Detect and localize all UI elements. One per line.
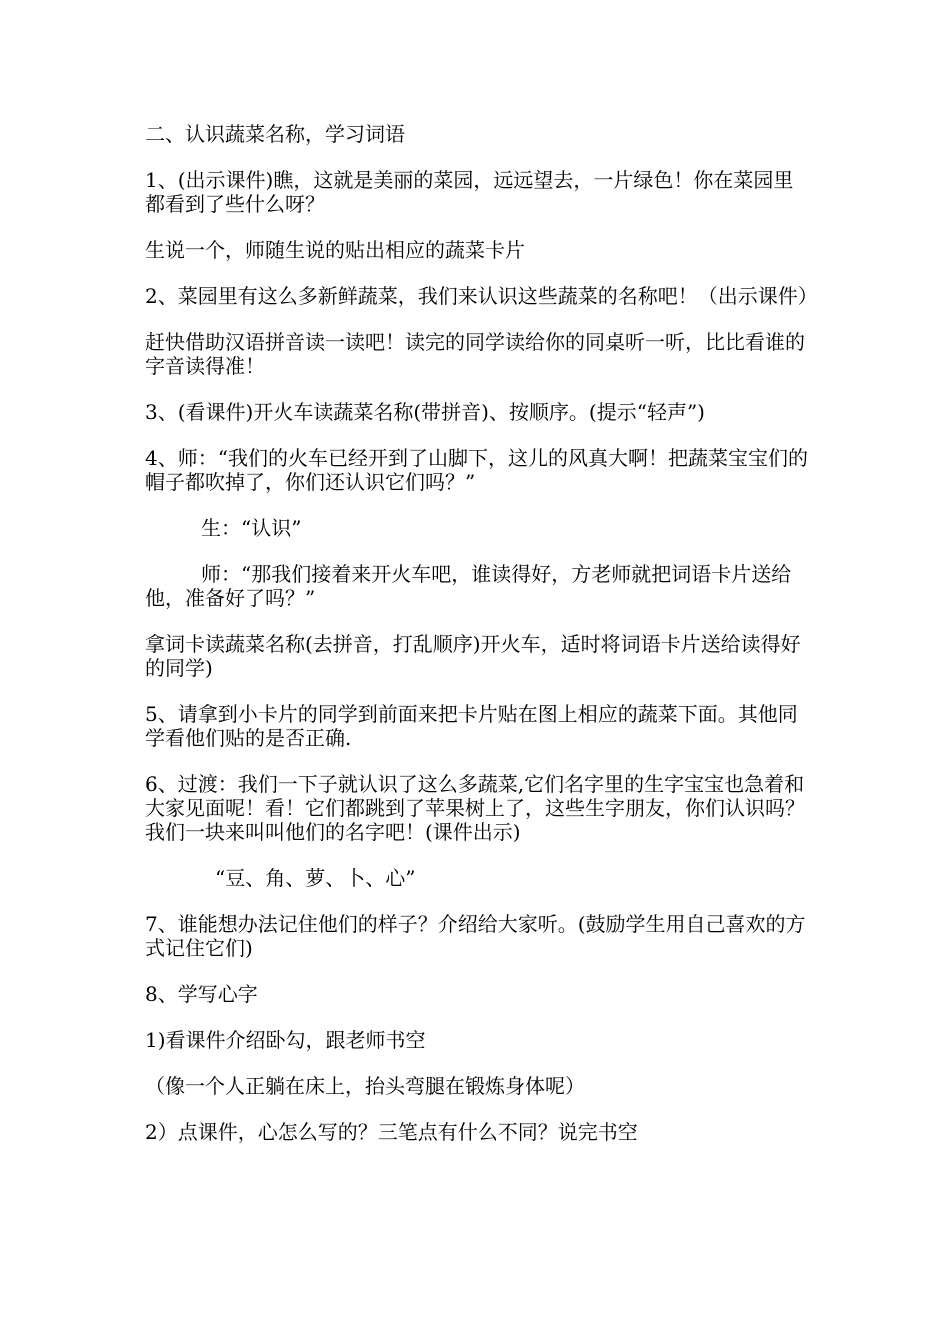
paragraph-step-7: 7、谁能想办法记住他们的样子？介绍给大家听。(鼓励学生用自己喜欢的方式记住它们) xyxy=(145,912,806,960)
document-page xyxy=(145,122,818,1166)
paragraph-substep-2: 2）点课件，心怎么写的？三笔点有什么不同？说完书空 xyxy=(145,1120,638,1144)
paragraph-student-response: 生说一个，师随生说的贴出相应的蔬菜卡片 xyxy=(145,238,525,262)
paragraph-step-5: 5、请拿到小卡片的同学到前面来把卡片贴在图上相应的蔬菜下面。其他同学看他们贴的是否正确. xyxy=(145,702,798,750)
paragraph-word-cards: 拿词卡读蔬菜名称(去拼音，打乱顺序)开火车，适时将词语卡片送给读得好的同学) xyxy=(145,632,801,680)
paragraph-step-8: 8、学写心字 xyxy=(145,982,258,1006)
paragraph-step-2: 2、菜园里有这么多新鲜蔬菜，我们来认识这些蔬菜的名称吧！（出示课件） xyxy=(145,284,818,308)
paragraph-substep-1-note: （像一个人正躺在床上，抬头弯腿在锻炼身体呢） xyxy=(145,1074,585,1098)
paragraph-pinyin-reading: 赶快借助汉语拼音读一读吧！读完的同学读给你的同桌听一听，比比看谁的字音读得准！ xyxy=(145,330,805,378)
paragraph-step-6: 6、过渡：我们一下子就认识了这么多蔬菜,它们名字里的生字宝宝也急着和大家见面呢！看！它们都跳到了苹果树上了，这些生字朋友，你们认识吗？我们一块来叫叫他们的名字吧！(课件出示) xyxy=(145,772,805,844)
paragraph-substep-1: 1)看课件介绍卧勾，跟老师书空 xyxy=(145,1028,426,1052)
paragraph-step-3: 3、(看课件)开火车读蔬菜名称(带拼音)、按顺序。(提示“轻声”) xyxy=(145,400,705,424)
paragraph-step-4: 4、师：“我们的火车已经开到了山脚下，这儿的风真大啊！把蔬菜宝宝们的帽子都吹掉了，你们还认识它们吗？” xyxy=(145,446,808,494)
paragraph-student-reply: 生：“认识” xyxy=(201,516,302,540)
paragraph-new-characters: “豆、角、萝、卜、心” xyxy=(215,866,416,890)
section-heading: 二、认识蔬菜名称，学习词语 xyxy=(145,122,405,146)
paragraph-teacher-reply: 师：“那我们接着来开火车吧，谁读得好，方老师就把词语卡片送给他，准备好了吗？” xyxy=(145,562,792,610)
paragraph-step-1: 1、(出示课件)瞧，这就是美丽的菜园，远远望去，一片绿色！你在菜园里都看到了些什么呀？ xyxy=(145,168,794,216)
